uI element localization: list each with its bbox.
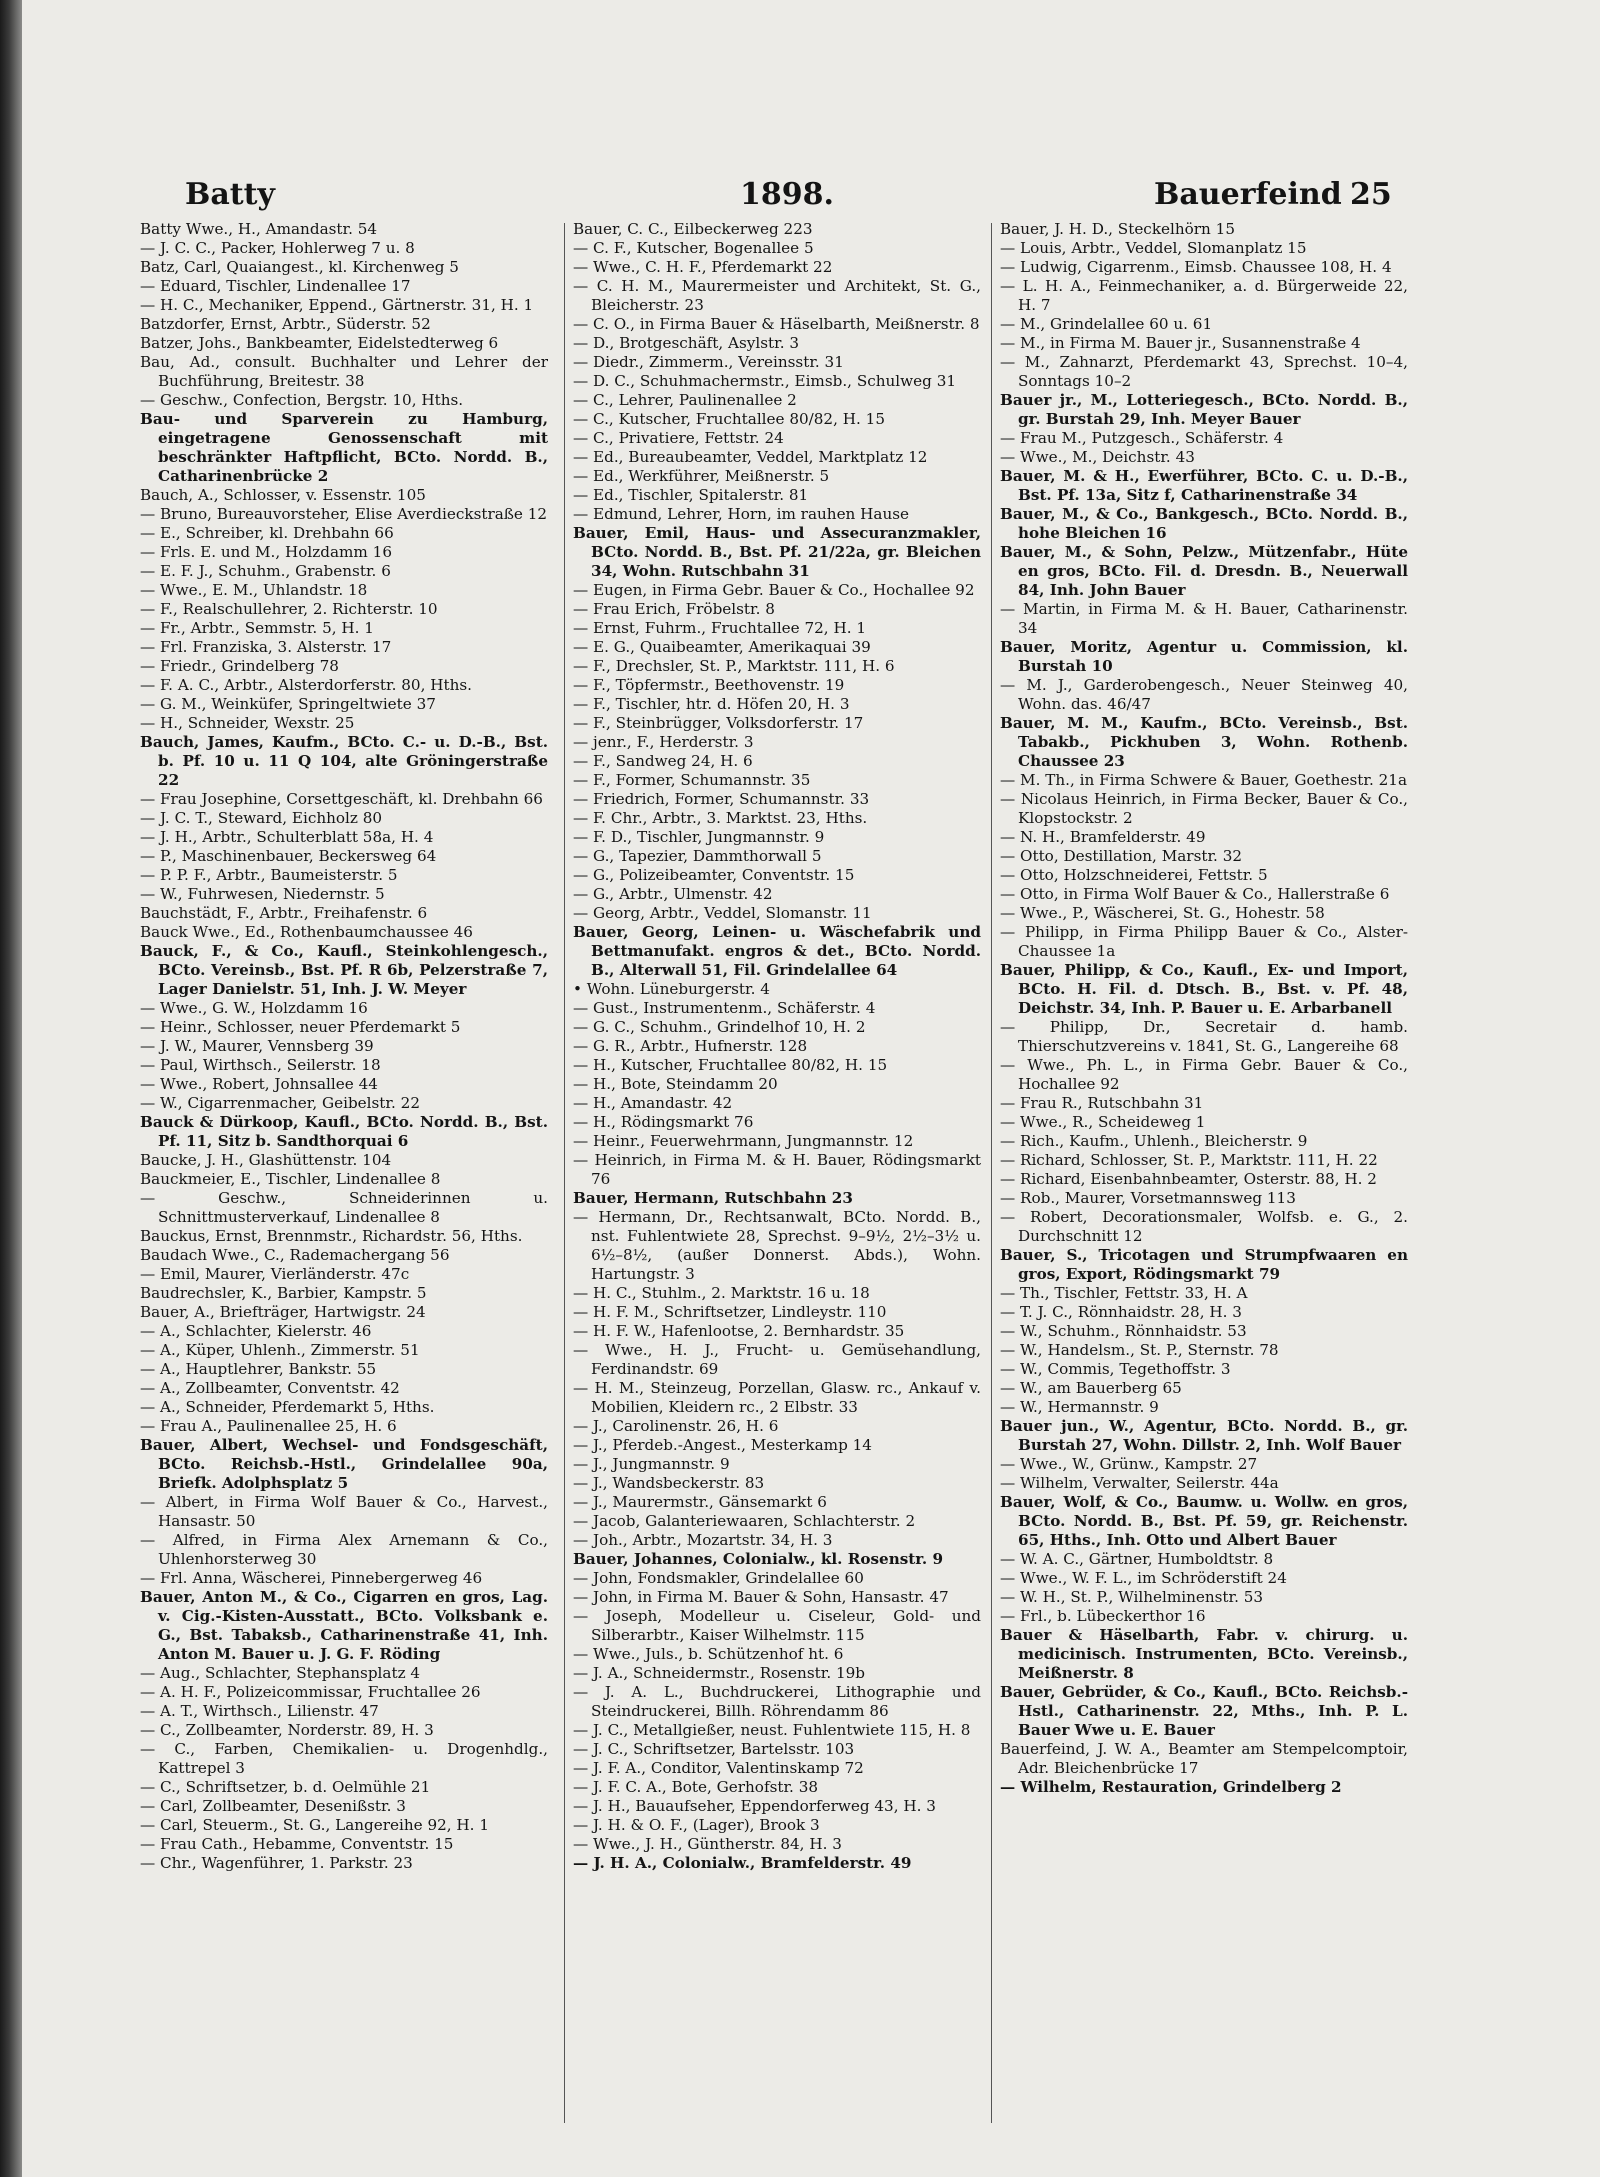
directory-entry: — Heinrich, in Firma M. & H. Bauer, Rödingsmarkt 76: [573, 1151, 981, 1188]
directory-entry: Baucke, J. H., Glashüttenstr. 104: [140, 1151, 392, 1169]
directory-entry: — Otto, Destillation, Marstr. 32: [1000, 847, 1243, 865]
directory-entry: — Frls. E. und M., Holzdamm 16: [140, 543, 392, 561]
directory-entry: — H. C., Mechaniker, Eppend., Gärtnerstr. 31, H. 1: [140, 296, 534, 314]
directory-entry: Bauer, S., Tricotagen und Strumpfwaaren en gros, Export, Rödingsmarkt 79: [1000, 1246, 1408, 1283]
directory-entry: — Frl., b. Lübeckerthor 16: [1000, 1607, 1206, 1625]
directory-entry: — F. A. C., Arbtr., Alsterdorferstr. 80, Hths.: [140, 676, 472, 694]
directory-entry: — Frau R., Rutschbahn 31: [1000, 1094, 1204, 1112]
directory-entry: — G., Polizeibeamter, Conventstr. 15: [573, 866, 855, 884]
directory-entry: — Heinr., Schlosser, neuer Pferdemarkt 5: [140, 1018, 461, 1036]
directory-entry: — Wwe., E. M., Uhlandstr. 18: [140, 581, 368, 599]
directory-entry: — Martin, in Firma M. & H. Bauer, Catharinenstr. 34: [1000, 600, 1408, 637]
directory-entry: — Carl, Steuerm., St. G., Langereihe 92, H. 1: [140, 1816, 489, 1834]
directory-entry: — Ed., Tischler, Spitalerstr. 81: [573, 486, 809, 504]
directory-entry: — F., Drechsler, St. P., Marktstr. 111, H. 6: [573, 657, 895, 675]
directory-entry: Bauer, Wolf, & Co., Baumw. u. Wollw. en gros, BCto. Nordd. B., Bst. Pf. 59, gr. Reichenstr. 65, Hths., Inh. Otto und Albert Bauer: [1000, 1493, 1408, 1549]
directory-entry: — L. H. A., Feinmechaniker, a. d. Bürgerweide 22, H. 7: [1000, 277, 1408, 314]
directory-entry: — Wwe., P., Wäscherei, St. G., Hohestr. 58: [1000, 904, 1325, 922]
directory-entry: — G. R., Arbtr., Hufnerstr. 128: [573, 1037, 808, 1055]
directory-entry: — F., Töpfermstr., Beethovenstr. 19: [573, 676, 845, 694]
directory-entry: Bauerfeind, J. W. A., Beamter am Stempelcomptoir, Adr. Bleichenbrücke 17: [1000, 1740, 1408, 1777]
directory-entry: Bauch, James, Kaufm., BCto. C.- u. D.-B., Bst. b. Pf. 10 u. 11 Q 104, alte Gröningerstraße 22: [140, 733, 548, 789]
directory-entry: — H., Schneider, Wexstr. 25: [140, 714, 355, 732]
directory-entry: — Wwe., W., Grünw., Kampstr. 27: [1000, 1455, 1258, 1473]
directory-entry: — C., Schriftsetzer, b. d. Oelmühle 21: [140, 1778, 431, 1796]
directory-entry: — M. Th., in Firma Schwere & Bauer, Goethestr. 21a: [1000, 771, 1408, 789]
directory-entry: — T. J. C., Rönnhaidstr. 28, H. 3: [1000, 1303, 1242, 1321]
directory-entry: — Aug., Schlachter, Stephansplatz 4: [140, 1664, 421, 1682]
directory-entry: — H., Rödingsmarkt 76: [573, 1113, 754, 1131]
directory-entry: — Friedr., Grindelberg 78: [140, 657, 339, 675]
directory-entry: — Ed., Werkführer, Meißnerstr. 5: [573, 467, 830, 485]
directory-entry: — Friedrich, Former, Schumannstr. 33: [573, 790, 870, 808]
directory-entry: — W., Handelsm., St. P., Sternstr. 78: [1000, 1341, 1279, 1359]
directory-entry: — Ludwig, Cigarrenm., Eimsb. Chaussee 108, H. 4: [1000, 258, 1392, 276]
directory-entry: — G. C., Schuhm., Grindelhof 10, H. 2: [573, 1018, 866, 1036]
directory-entry: — F. D., Tischler, Jungmannstr. 9: [573, 828, 825, 846]
directory-column-1: [140, 220, 548, 2130]
directory-entry: Bauer, M., & Co., Bankgesch., BCto. Nordd. B., hohe Bleichen 16: [1000, 505, 1408, 542]
directory-entry: — C. O., in Firma Bauer & Häselbarth, Meißnerstr. 8: [573, 315, 980, 333]
directory-entry: — Paul, Wirthsch., Seilerstr. 18: [140, 1056, 381, 1074]
directory-entry: — Wwe., G. W., Holzdamm 16: [140, 999, 368, 1017]
directory-entry: — J. H. & O. F., (Lager), Brook 3: [573, 1816, 820, 1834]
directory-entry: — Philipp, Dr., Secretair d. hamb. Thierschutzvereins v. 1841, St. G., Langereihe 68: [1000, 1018, 1408, 1055]
directory-entry: — Robert, Decorationsmaler, Wolfsb. e. G., 2. Durchschnitt 12: [1000, 1208, 1408, 1245]
header-year: 1898.: [740, 177, 834, 212]
directory-entry: — F. Chr., Arbtr., 3. Marktst. 23, Hths.: [573, 809, 868, 827]
directory-entry: — Rob., Maurer, Vorsetmannsweg 113: [1000, 1189, 1296, 1207]
directory-entry: — Richard, Eisenbahnbeamter, Osterstr. 88, H. 2: [1000, 1170, 1377, 1188]
directory-entry: — Philipp, in Firma Philipp Bauer & Co., Alster-Chaussee 1a: [1000, 923, 1408, 960]
directory-entry: — J. F. C. A., Bote, Gerhofstr. 38: [573, 1778, 819, 1796]
directory-entry: — Rich., Kaufm., Uhlenh., Bleicherstr. 9: [1000, 1132, 1308, 1150]
directory-entry: Bauer & Häselbarth, Fabr. v. chirurg. u. medicinisch. Instrumenten, BCto. Vereinsb., Meißnerstr. 8: [1000, 1626, 1408, 1682]
directory-entry: — John, in Firma M. Bauer & Sohn, Hansastr. 47: [573, 1588, 949, 1606]
directory-entry: — C. H. M., Maurermeister und Architekt, St. G., Bleicherstr. 23: [573, 277, 981, 314]
directory-entry: Bauck & Dürkoop, Kaufl., BCto. Nordd. B., Bst. Pf. 11, Sitz b. Sandthorquai 6: [140, 1113, 548, 1150]
directory-entry: — Wwe., R., Scheideweg 1: [1000, 1113, 1206, 1131]
directory-entry: — Frau Josephine, Corsettgeschäft, kl. Drehbahn 66: [140, 790, 543, 808]
directory-entry: — Geschw., Schneiderinnen u. Schnittmusterverkauf, Lindenallee 8: [140, 1189, 548, 1226]
directory-entry: — C., Zollbeamter, Norderstr. 89, H. 3: [140, 1721, 434, 1739]
directory-entry: — C., Privatiere, Fettstr. 24: [573, 429, 784, 447]
directory-entry: Bauer, Albert, Wechsel- und Fondsgeschäft, BCto. Reichsb.-Hstl., Grindelallee 90a, Briefk. Adolphsplatz 5: [140, 1436, 548, 1492]
directory-entry: — F., Steinbrügger, Volksdorferstr. 17: [573, 714, 864, 732]
directory-entry: — H. M., Steinzeug, Porzellan, Glasw. rc., Ankauf v. Mobilien, Kleidern rc., 2 Elbstr. 33: [573, 1379, 981, 1416]
directory-entry: Bauer, Gebrüder, & Co., Kaufl., BCto. Reichsb.-Hstl., Catharinenstr. 22, Mths., Inh. P. L. Bauer Wwe u. E. Bauer: [1000, 1683, 1408, 1739]
directory-entry: — H. C., Stuhlm., 2. Marktstr. 16 u. 18: [573, 1284, 870, 1302]
column-divider: [991, 223, 992, 2123]
directory-entry: — E., Schreiber, kl. Drehbahn 66: [140, 524, 394, 542]
header-first-entry: Batty: [185, 177, 275, 212]
directory-entry: — Nicolaus Heinrich, in Firma Becker, Bauer & Co., Klopstockstr. 2: [1000, 790, 1408, 827]
directory-entry: Baudrechsler, K., Barbier, Kampstr. 5: [140, 1284, 427, 1302]
directory-entry: — Albert, in Firma Wolf Bauer & Co., Harvest., Hansastr. 50: [140, 1493, 548, 1530]
directory-entry: — jenr., F., Herderstr. 3: [573, 733, 754, 751]
directory-entry: — W., Cigarrenmacher, Geibelstr. 22: [140, 1094, 420, 1112]
directory-entry: — Wwe., H. J., Frucht- u. Gemüsehandlung, Ferdinandstr. 69: [573, 1341, 981, 1378]
directory-entry: — Wwe., Robert, Johnsallee 44: [140, 1075, 378, 1093]
document-page: [22, 0, 1600, 2177]
directory-entry: — P., Maschinenbauer, Beckersweg 64: [140, 847, 437, 865]
directory-entry: — Wilhelm, Restauration, Grindelberg 2: [1000, 1778, 1342, 1796]
directory-entry: Bauchstädt, F., Arbtr., Freihafenstr. 6: [140, 904, 428, 922]
directory-entry: — J., Carolinenstr. 26, H. 6: [573, 1417, 779, 1435]
directory-entry: — A., Schlachter, Kielerstr. 46: [140, 1322, 372, 1340]
directory-entry: — Wwe., C. H. F., Pferdemarkt 22: [573, 258, 833, 276]
directory-entry: — Diedr., Zimmerm., Vereinsstr. 31: [573, 353, 844, 371]
directory-entry: Bauer, M. M., Kaufm., BCto. Vereinsb., Bst. Tabakb., Pickhuben 3, Wohn. Rothenb. Chaussee 23: [1000, 714, 1408, 770]
directory-entry: — J. H., Bauaufseher, Eppendorferweg 43, H. 3: [573, 1797, 936, 1815]
directory-entry: Bauer, Emil, Haus- und Assecuranzmakler, BCto. Nordd. B., Bst. Pf. 21/22a, gr. Bleichen 34, Wohn. Rutschbahn 31: [573, 524, 981, 580]
directory-entry: Bauer, Johannes, Colonialw., kl. Rosenstr. 9: [573, 1550, 944, 1568]
directory-entry: — Emil, Maurer, Vierländerstr. 47c: [140, 1265, 410, 1283]
directory-entry: Bauck, F., & Co., Kaufl., Steinkohlengesch., BCto. Vereinsb., Bst. Pf. R 6b, Pelzerstraße 7, Lager Danielstr. 51, Inh. J. W. Meyer: [140, 942, 548, 998]
directory-entry: — W., Schuhm., Rönnhaidstr. 53: [1000, 1322, 1247, 1340]
directory-entry: — J. H., Arbtr., Schulterblatt 58a, H. 4: [140, 828, 434, 846]
directory-entry: Bauer, J. H. D., Steckelhörn 15: [1000, 220, 1235, 238]
directory-entry: — C., Farben, Chemikalien- u. Drogenhdlg., Kattrepel 3: [140, 1740, 548, 1777]
directory-entry: Baudach Wwe., C., Rademachergang 56: [140, 1246, 450, 1264]
directory-entry: — Bruno, Bureauvorsteher, Elise Averdieckstraße 12: [140, 505, 548, 523]
directory-entry: — E. F. J., Schuhm., Grabenstr. 6: [140, 562, 391, 580]
directory-entry: Bauck Wwe., Ed., Rothenbaumchaussee 46: [140, 923, 473, 941]
directory-entry: — Hermann, Dr., Rechtsanwalt, BCto. Nordd. B., nst. Fuhlentwiete 28, Sprechst. 9–9½, 2½–3½ u. 6½–8½, (außer Donnerst. Abds.), Wohn. Hartungstr. 3: [573, 1208, 981, 1283]
directory-entry: — Otto, Holzschneiderei, Fettstr. 5: [1000, 866, 1268, 884]
directory-entry: — J., Maurermstr., Gänsemarkt 6: [573, 1493, 827, 1511]
page-number: 25: [1350, 177, 1392, 212]
directory-entry: — Frau A., Paulinenallee 25, H. 6: [140, 1417, 397, 1435]
directory-entry: Bauer, Philipp, & Co., Kaufl., Ex- und Import, BCto. H. Fil. d. Dtsch. B., Bst. v. Pf. 48, Deichstr. 34, Inh. P. Bauer u. E. Arbarbanell: [1000, 961, 1408, 1017]
directory-entry: — G. M., Weinküfer, Springeltwiete 37: [140, 695, 436, 713]
directory-entry: — W. A. C., Gärtner, Humboldtstr. 8: [1000, 1550, 1274, 1568]
directory-entry: — Georg, Arbtr., Veddel, Slomanstr. 11: [573, 904, 872, 922]
directory-entry: Bau, Ad., consult. Buchhalter und Lehrer der Buchführung, Breitestr. 38: [140, 353, 548, 390]
directory-entry: — Wilhelm, Verwalter, Seilerstr. 44a: [1000, 1474, 1279, 1492]
directory-entry: — F., Tischler, htr. d. Höfen 20, H. 3: [573, 695, 850, 713]
directory-column-2: [573, 220, 981, 2130]
running-header: [140, 155, 1410, 212]
directory-entry: — F., Sandweg 24, H. 6: [573, 752, 753, 770]
directory-entry: — N. H., Bramfelderstr. 49: [1000, 828, 1206, 846]
directory-entry: — J., Wandsbeckerstr. 83: [573, 1474, 765, 1492]
directory-entry: Bauer, A., Briefträger, Hartwigstr. 24: [140, 1303, 426, 1321]
directory-entry: — F., Former, Schumannstr. 35: [573, 771, 811, 789]
directory-entry: — W., Fuhrwesen, Niedernstr. 5: [140, 885, 385, 903]
directory-entry: — H., Kutscher, Fruchtallee 80/82, H. 15: [573, 1056, 888, 1074]
directory-entry: — Fr., Arbtr., Semmstr. 5, H. 1: [140, 619, 374, 637]
directory-entry: — H., Bote, Steindamm 20: [573, 1075, 778, 1093]
directory-entry: — G., Arbtr., Ulmenstr. 42: [573, 885, 773, 903]
directory-entry: — Eugen, in Firma Gebr. Bauer & Co., Hochallee 92: [573, 581, 975, 599]
directory-entry: — M., in Firma M. Bauer jr., Susannenstraße 4: [1000, 334, 1361, 352]
directory-entry: — Frau Cath., Hebamme, Conventstr. 15: [140, 1835, 454, 1853]
directory-entry: Bauer, M., & Sohn, Pelzw., Mützenfabr., Hüte en gros, BCto. Fil. d. Dresdn. B., Neuerwall 84, Inh. John Bauer: [1000, 543, 1408, 599]
directory-entry: — J. F. A., Conditor, Valentinskamp 72: [573, 1759, 864, 1777]
directory-entry: — J. A., Schneidermstr., Rosenstr. 19b: [573, 1664, 866, 1682]
directory-entry: — H., Amandastr. 42: [573, 1094, 733, 1112]
directory-entry: — H. F. W., Hafenlootse, 2. Bernhardstr. 35: [573, 1322, 905, 1340]
directory-entry: — A. H. F., Polizeicommissar, Fruchtallee 26: [140, 1683, 481, 1701]
directory-entry: — H. F. M., Schriftsetzer, Lindleystr. 110: [573, 1303, 887, 1321]
directory-column-3: [1000, 220, 1408, 2130]
directory-entry: — J. C., Metallgießer, neust. Fuhlentwiete 115, H. 8: [573, 1721, 971, 1739]
directory-entry: Batzdorfer, Ernst, Arbtr., Süderstr. 52: [140, 315, 431, 333]
directory-entry: — M. J., Garderobengesch., Neuer Steinweg 40, Wohn. das. 46/47: [1000, 676, 1408, 713]
directory-entry: — D. C., Schuhmachermstr., Eimsb., Schulweg 31: [573, 372, 957, 390]
directory-entry: — J. C. T., Steward, Eichholz 80: [140, 809, 383, 827]
directory-entry: — W. H., St. P., Wilhelminenstr. 53: [1000, 1588, 1264, 1606]
directory-entry: — W., Hermannstr. 9: [1000, 1398, 1159, 1416]
directory-entry: — Wwe., M., Deichstr. 43: [1000, 448, 1195, 466]
directory-entry: — A., Schneider, Pferdemarkt 5, Hths.: [140, 1398, 435, 1416]
directory-entry: — Gust., Instrumentenm., Schäferstr. 4: [573, 999, 876, 1017]
directory-entry: — W., am Bauerberg 65: [1000, 1379, 1182, 1397]
directory-entry: — Alfred, in Firma Alex Arnemann & Co., Uhlenhorsterweg 30: [140, 1531, 548, 1568]
directory-entry: Bauer jr., M., Lotteriegesch., BCto. Nordd. B., gr. Burstah 29, Inh. Meyer Bauer: [1000, 391, 1408, 428]
directory-entry: — Chr., Wagenführer, 1. Parkstr. 23: [140, 1854, 413, 1872]
directory-entry: Batzer, Johs., Bankbeamter, Eidelstedterweg 6: [140, 334, 499, 352]
directory-entry: — Carl, Zollbeamter, Desenißstr. 3: [140, 1797, 406, 1815]
directory-entry: — Wwe., J. H., Güntherstr. 84, H. 3: [573, 1835, 842, 1853]
directory-entry: Bauer, Georg, Leinen- u. Wäschefabrik und Bettmanufakt. engros & det., BCto. Nordd. B., Alterwall 51, Fil. Grindelallee 64: [573, 923, 981, 979]
directory-entry: Bauer, C. C., Eilbeckerweg 223: [573, 220, 813, 238]
directory-entry: — Frau Erich, Fröbelstr. 8: [573, 600, 775, 618]
directory-entry: — Edmund, Lehrer, Horn, im rauhen Hause: [573, 505, 910, 523]
directory-entry: — John, Fondsmakler, Grindelallee 60: [573, 1569, 864, 1587]
header-last-entry: Bauerfeind: [1154, 177, 1342, 212]
directory-entry: — G., Tapezier, Dammthorwall 5: [573, 847, 822, 865]
directory-entry: Batty Wwe., H., Amandastr. 54: [140, 220, 378, 238]
directory-entry: — Th., Tischler, Fettstr. 33, H. A: [1000, 1284, 1248, 1302]
directory-entry: — Ernst, Fuhrm., Fruchtallee 72, H. 1: [573, 619, 867, 637]
directory-entry: Bauer, M. & H., Ewerführer, BCto. C. u. D.-B., Bst. Pf. 13a, Sitz f, Catharinenstraße 34: [1000, 467, 1408, 504]
directory-entry: — A., Zollbeamter, Conventstr. 42: [140, 1379, 400, 1397]
directory-entry: — Heinr., Feuerwehrmann, Jungmannstr. 12: [573, 1132, 914, 1150]
directory-entry: — A., Hauptlehrer, Bankstr. 55: [140, 1360, 377, 1378]
directory-entry: Bauer, Anton M., & Co., Cigarren en gros, Lag. v. Cig.-Kisten-Ausstatt., BCto. Volksbank e. G., Bst. Tabaksb., Catharinenstraße 41, Inh. Anton M. Bauer u. J. G. F. Röding: [140, 1588, 548, 1663]
directory-entry: — A., Küper, Uhlenh., Zimmerstr. 51: [140, 1341, 420, 1359]
directory-entry: — F., Realschullehrer, 2. Richterstr. 10: [140, 600, 438, 618]
directory-entry: — Ed., Bureaubeamter, Veddel, Marktplatz 12: [573, 448, 928, 466]
directory-entry: — J. C., Schriftsetzer, Bartelsstr. 103: [573, 1740, 855, 1758]
column-divider: [564, 223, 565, 2123]
directory-entry: — E. G., Quaibeamter, Amerikaquai 39: [573, 638, 871, 656]
directory-entry: — D., Brotgeschäft, Asylstr. 3: [573, 334, 800, 352]
directory-entry: — Joh., Arbtr., Mozartstr. 34, H. 3: [573, 1531, 833, 1549]
directory-entry: — M., Grindelallee 60 u. 61: [1000, 315, 1213, 333]
directory-entry: — Wwe., W. F. L., im Schröderstift 24: [1000, 1569, 1287, 1587]
directory-entry: — J. C. C., Packer, Hohlerweg 7 u. 8: [140, 239, 415, 257]
directory-entry: — J., Pferdeb.-Angest., Mesterkamp 14: [573, 1436, 872, 1454]
directory-entry: Bauer, Hermann, Rutschbahn 23: [573, 1189, 853, 1207]
directory-entry: Bau- und Sparverein zu Hamburg, eingetragene Genossenschaft mit beschränkter Haftpflicht, BCto. Nordd. B., Catharinenbrücke 2: [140, 410, 548, 485]
directory-entry: — Wwe., Ph. L., in Firma Gebr. Bauer & Co., Hochallee 92: [1000, 1056, 1408, 1093]
directory-entry: — Jacob, Galanteriewaaren, Schlachterstr. 2: [573, 1512, 916, 1530]
directory-entry: Bauch, A., Schlosser, v. Essenstr. 105: [140, 486, 426, 504]
directory-entry: — Eduard, Tischler, Lindenallee 17: [140, 277, 411, 295]
directory-entry: — J. W., Maurer, Vennsberg 39: [140, 1037, 374, 1055]
directory-entry: — Frl. Franziska, 3. Alsterstr. 17: [140, 638, 392, 656]
directory-entry: — Louis, Arbtr., Veddel, Slomanplatz 15: [1000, 239, 1307, 257]
page-content: [140, 155, 1410, 2135]
directory-entry: Bauer jun., W., Agentur, BCto. Nordd. B., gr. Burstah 27, Wohn. Dillstr. 2, Inh. Wolf Bauer: [1000, 1417, 1408, 1454]
directory-entry: — Frl. Anna, Wäscherei, Pinnebergerweg 46: [140, 1569, 483, 1587]
directory-entry: — Frau M., Putzgesch., Schäferstr. 4: [1000, 429, 1284, 447]
directory-entry: — Geschw., Confection, Bergstr. 10, Hths.: [140, 391, 464, 409]
directory-entry: Bauckmeier, E., Tischler, Lindenallee 8: [140, 1170, 441, 1188]
directory-entry: Bauer, Moritz, Agentur u. Commission, kl. Burstah 10: [1000, 638, 1408, 675]
directory-entry: • Wohn. Lüneburgerstr. 4: [573, 980, 770, 998]
directory-entry: — M., Zahnarzt, Pferdemarkt 43, Sprechst. 10–4, Sonntags 10–2: [1000, 353, 1408, 390]
directory-entry: — W., Commis, Tegethoffstr. 3: [1000, 1360, 1231, 1378]
directory-entry: — Otto, in Firma Wolf Bauer & Co., Hallerstraße 6: [1000, 885, 1390, 903]
directory-entry: — A. T., Wirthsch., Lilienstr. 47: [140, 1702, 379, 1720]
directory-entry: — Joseph, Modelleur u. Ciseleur, Gold- und Silberarbtr., Kaiser Wilhelmstr. 115: [573, 1607, 981, 1644]
directory-entry: — Richard, Schlosser, St. P., Marktstr. 111, H. 22: [1000, 1151, 1378, 1169]
directory-entry: Bauckus, Ernst, Brennmstr., Richardstr. 56, Hths.: [140, 1227, 523, 1245]
directory-entry: — P. P. F., Arbtr., Baumeisterstr. 5: [140, 866, 398, 884]
directory-entry: — J., Jungmannstr. 9: [573, 1455, 730, 1473]
directory-entry: — J. H. A., Colonialw., Bramfelderstr. 49: [573, 1854, 912, 1872]
directory-entry: — J. A. L., Buchdruckerei, Lithographie und Steindruckerei, Billh. Röhrendamm 86: [573, 1683, 981, 1720]
directory-entry: — C. F., Kutscher, Bogenallee 5: [573, 239, 814, 257]
page-binding-shadow: [0, 0, 22, 2177]
directory-entry: — C., Kutscher, Fruchtallee 80/82, H. 15: [573, 410, 885, 428]
directory-entry: — Wwe., Juls., b. Schützenhof ht. 6: [573, 1645, 844, 1663]
directory-entry: — C., Lehrer, Paulinenallee 2: [573, 391, 797, 409]
directory-entry: Batz, Carl, Quaiangest., kl. Kirchenweg 5: [140, 258, 459, 276]
